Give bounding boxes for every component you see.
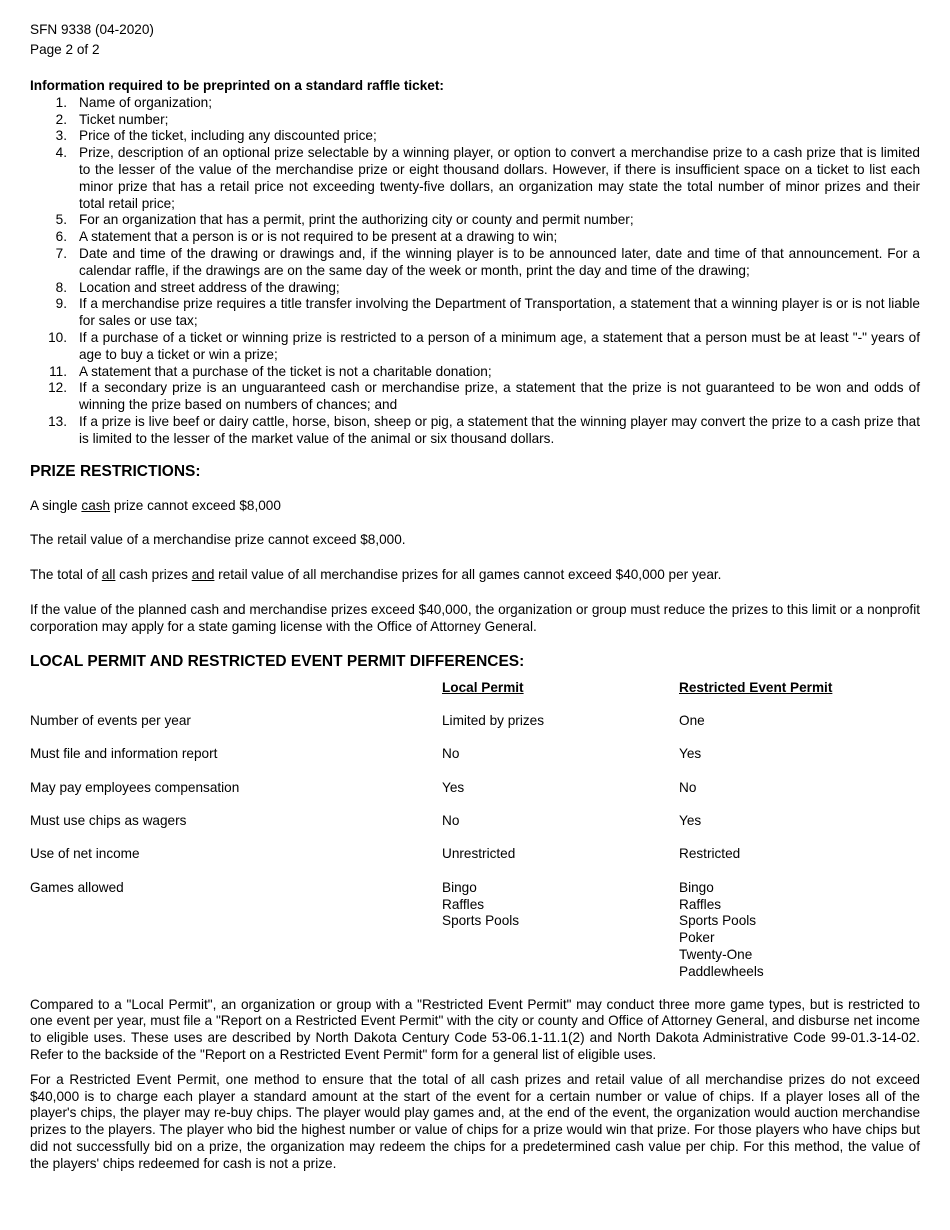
list-item-number: 13. xyxy=(48,413,67,429)
list-item xyxy=(30,364,920,381)
game-item: Poker xyxy=(679,930,715,946)
local-permit-value: Yes xyxy=(442,779,465,795)
row-label: Must use chips as wagers xyxy=(30,813,187,829)
list-item-text: Name of organization; xyxy=(79,94,212,110)
list-item-text: If a merchandise prize requires a title transfer involving the Department of Transportation, a statement that a winning player is or is not liable for sales or use tax; xyxy=(79,296,920,329)
differences-title: LOCAL PERMIT AND RESTRICTED EVENT PERMIT DIFFERENCES: xyxy=(30,652,525,670)
list-item xyxy=(30,296,920,330)
annual-prize-limit: The total of all cash prizes and retail value of all merchandise prizes for all games cannot exceed $40,000 per year. xyxy=(30,567,722,583)
list-item-text: Ticket number; xyxy=(79,111,169,127)
prize-restrictions-title: PRIZE RESTRICTIONS: xyxy=(30,462,201,480)
restricted-permit-value: Yes xyxy=(679,746,702,762)
list-item xyxy=(30,246,920,280)
row-label: Must file and information report xyxy=(30,746,218,762)
restricted-permit-value: One xyxy=(679,712,705,728)
list-item xyxy=(30,145,920,212)
table-row xyxy=(30,846,920,879)
list-item xyxy=(30,212,920,229)
list-item-number: 1. xyxy=(55,94,67,110)
list-item xyxy=(30,128,920,145)
game-item: Bingo xyxy=(442,879,477,895)
ticket-info-title: Information required to be preprinted on a standard raffle ticket: xyxy=(30,78,444,93)
list-item xyxy=(30,414,920,448)
game-item: Sports Pools xyxy=(679,913,757,929)
local-permit-value: No xyxy=(442,746,460,762)
list-item-text: If a purchase of a ticket or winning prize is restricted to a person of a minimum age, a statement that a person must be at least "-" years of age to buy a ticket or win a prize; xyxy=(79,329,920,362)
game-item: Paddlewheels xyxy=(679,963,764,979)
list-item-text: If a prize is live beef or dairy cattle, horse, bison, sheep or pig, a statement that the winning player may convert the prize to a cash prize that is limited to the lesser of the market value of the animal or six thousand dollars. xyxy=(79,413,920,446)
row-label: Number of events per year xyxy=(30,712,191,728)
list-item-number: 6. xyxy=(55,229,67,245)
local-games-list xyxy=(442,880,679,981)
merchandise-prize-limit: The retail value of a merchandise prize cannot exceed $8,000. xyxy=(30,532,406,548)
chip-method-paragraph: For a Restricted Event Permit, one method to ensure that the total of all cash prizes and retail value of all merchandise prizes do not exceed $40,000 is to charge each player a standard amount at the start of the event for a certain number or value of chips. If a player loses all of the player's chips, the player may re-buy chips. The player would play games and, at the end of the event, the organization would auction merchandise prizes to the players. The player who bid the highest number or value of chips for a prize would win that prize. For those players who have chips but did not successfully bid on a prize, the organization may redeem the chips for a predetermined cash value per chip. For this method, the value of the players' chips redeemed for cash is not a prize. xyxy=(30,1071,920,1171)
list-item-text: A statement that a purchase of the ticket is not a charitable donation; xyxy=(79,363,492,379)
cash-prize-limit: A single cash prize cannot exceed $8,000 xyxy=(30,497,281,513)
restricted-games-list xyxy=(679,880,920,981)
list-item-text: A statement that a person is or is not required to be present at a drawing to win; xyxy=(79,229,558,245)
col-restricted-event-permit: Restricted Event Permit xyxy=(679,679,833,695)
list-item xyxy=(30,380,920,414)
permit-differences-table xyxy=(30,680,920,981)
list-item-number: 11. xyxy=(49,363,67,379)
list-item-text: Price of the ticket, including any discounted price; xyxy=(79,128,377,144)
document-page xyxy=(30,20,920,1173)
game-item: Twenty-One xyxy=(679,947,753,963)
game-item: Bingo xyxy=(679,879,714,895)
list-item-number: 7. xyxy=(55,245,67,261)
list-item-number: 10. xyxy=(48,329,67,345)
list-item-number: 8. xyxy=(55,279,67,295)
row-label: Use of net income xyxy=(30,846,140,862)
list-item-number: 3. xyxy=(55,128,67,144)
list-item xyxy=(30,112,920,129)
table-row xyxy=(30,713,920,746)
table-row xyxy=(30,780,920,813)
list-item-text: Location and street address of the drawing; xyxy=(79,279,340,295)
list-item-number: 12. xyxy=(48,380,67,396)
prize-limit-exceeded-note: If the value of the planned cash and merchandise prizes exceed $40,000, the organization or group must reduce the prizes to this limit or a nonprofit corporation may apply for a state gaming license with the Office of Attorney General. xyxy=(30,601,920,634)
list-item-number: 4. xyxy=(55,145,67,161)
list-item-text: Prize, description of an optional prize selectable by a winning player, or option to convert a merchandise prize to a cash prize that is limited to the lesser of the value of the merchandise prize or eight thousand dollars. However, if there is insufficient space on a ticket to list each minor prize that has a retail price not exceeding twenty-five dollars, an organization may state the total number of minor prizes and their total retail price; xyxy=(79,145,920,211)
form-number: SFN 9338 (04-2020) xyxy=(30,22,154,37)
game-item: Raffles xyxy=(442,896,485,912)
games-allowed-row xyxy=(30,880,920,981)
list-item-text: Date and time of the drawing or drawings and, if the winning player is to be announced later, date and time of that announcement. For a calendar raffle, if the drawings are on the same day of the week or month, print the day and time of the drawing; xyxy=(79,245,920,278)
list-item xyxy=(30,280,920,297)
list-item xyxy=(30,330,920,364)
list-item xyxy=(30,95,920,112)
col-local-permit: Local Permit xyxy=(442,679,524,695)
page-number: Page 2 of 2 xyxy=(30,42,100,57)
list-item xyxy=(30,229,920,246)
ticket-info-list xyxy=(30,95,920,448)
list-item-text: If a secondary prize is an unguaranteed cash or merchandise prize, a statement that the prize is not guaranteed to be won and odds of winning the prize based on numbers of chances; and xyxy=(79,380,920,413)
restricted-permit-value: Yes xyxy=(679,813,702,829)
game-item: Sports Pools xyxy=(442,913,520,929)
list-item-number: 9. xyxy=(55,296,67,312)
table-row xyxy=(30,746,920,779)
table-row xyxy=(30,813,920,846)
game-item: Raffles xyxy=(679,896,722,912)
list-item-number: 2. xyxy=(55,111,67,127)
comparison-paragraph: Compared to a "Local Permit", an organization or group with a "Restricted Event Permit" may conduct three more game types, but is restricted to one event per year, must file a "Report on a Restricted Event Permit" with the city or county and Office of Attorney General, and disburse net income to eligible uses. These uses are described by North Dakota Century Code 53-06.1-11.1(2) and North Dakota Administrative Code 99-01.3-14-02. Refer to the backside of the "Report on a Restricted Event Permit" form for a general list of eligible uses. xyxy=(30,996,920,1063)
row-label: May pay employees compensation xyxy=(30,779,240,795)
table-header-row xyxy=(30,680,920,713)
local-permit-value: Limited by prizes xyxy=(442,712,544,728)
restricted-permit-value: No xyxy=(679,779,697,795)
list-item-text: For an organization that has a permit, print the authorizing city or county and permit number; xyxy=(79,212,634,228)
restricted-permit-value: Restricted xyxy=(679,846,741,862)
list-item-number: 5. xyxy=(55,212,67,228)
local-permit-value: No xyxy=(442,813,460,829)
local-permit-value: Unrestricted xyxy=(442,846,516,862)
row-label: Games allowed xyxy=(30,879,124,895)
